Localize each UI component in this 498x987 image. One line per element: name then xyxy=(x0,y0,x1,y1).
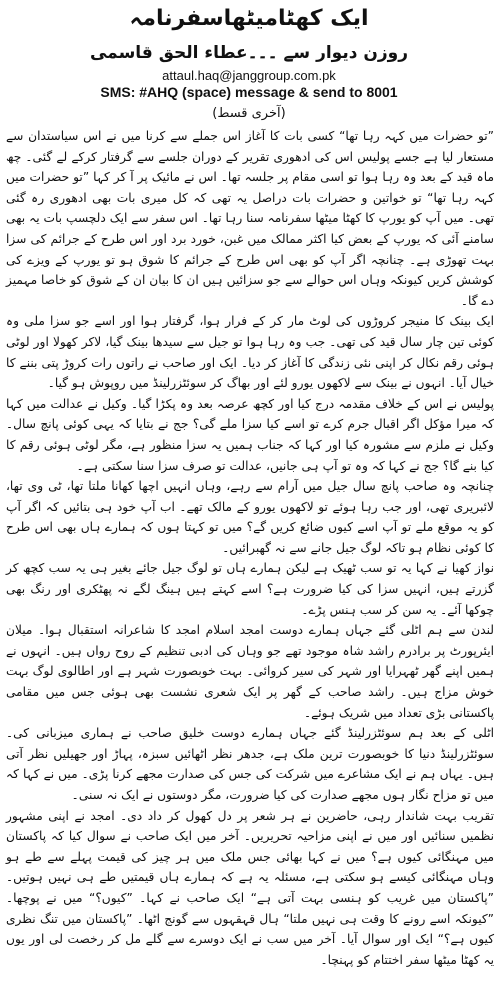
article-body xyxy=(0,126,498,970)
column-title: ایک کھٹامیٹھاسفرنامہ xyxy=(129,6,369,31)
column-byline: روزن دیوار سے ۔۔۔عطاء الحق قاسمی xyxy=(89,43,409,63)
paragraph: لندن سے ہم اٹلی گئے جہاں ہمارے دوست امجد اسلام امجد کا شاعرانہ استقبال ہوا۔ میلان ایئرپورٹ پر برادرم راشد شاہ موجود تھے جو وہاں کی ادبی تنظیم کے روح رواں ہیں۔ انہوں نے ہمیں اپنے گھر ٹھہرایا اور شہر کی سیر کروائی۔ بہت خوبصورت شہر ہے اور اطالوی لوگ بہت خوش مزاج ہیں۔ راشد صاحب کے گھر پر ایک شعری نشست بھی ہوئی جس میں مقامی پاکستانی بڑی تعداد میں شریک ہوئے۔ xyxy=(6,623,494,720)
paragraph: نواز کھیا نے کہا یہ تو سب ٹھیک ہے لیکن ہمارے ہاں تو لوگ جیل جائے بغیر ہی یہ سب کچھ کر گزرتے ہیں، انہیں سزا کی کیا ضرورت ہے؟ اسے کہتے ہیں ہینگ لگے نہ پھٹکری اور رنگ بھی چوکھا آئے۔ یہ سن کر سب ہنس پڑے۔ xyxy=(6,561,494,617)
paragraph: پولیس نے اس کے خلاف مقدمہ درج کیا اور کچھ عرصہ بعد وہ پکڑا گیا۔ وکیل نے عدالت میں کہا کہ میرا مؤکل اگر اقبال جرم کرے تو اسے کیا سزا ملے گی؟ جج نے بتایا کہ یہی کوئی پانچ سال۔ وکیل نے ملزم سے مشورہ کیا اور کہا کہ جناب ہمیں یہ سزا منظور ہے، مگر لوٹی ہوئی رقم کا کیا بنے گا؟ جج نے کہا کہ وہ تو آپ ہی جانیں، عدالت تو صرف سزا سنا سکتی ہے۔ xyxy=(6,396,494,473)
installment-label: (آخری قسط) xyxy=(212,106,286,121)
paragraph: ایک بینک کا منیجر کروڑوں کی لوٹ مار کر کے فرار ہوا، گرفتار ہوا اور اسے جو سزا ملی وہ کوئی تین چار سال قید کی تھی۔ جب وہ رہا ہوا تو جیل سے سیدھا بینک گیا، لاکر کھولا اور لوٹی ہوئی رقم نکال کر اپنی نئی زندگی کا آغاز کر دیا۔ ایک اور صاحب نے راتوں رات کروڑ پتی بننے کا خیال آیا۔ انہوں نے بینک سے لاکھوں یورو لئے اور بھاگ کر سوئٹزرلینڈ میں روپوش ہو گیا۔ xyxy=(6,314,494,391)
paragraph: ”تو حضرات میں کہہ رہا تھا“ کسی بات کا آغاز اس جملے سے کرنا میں نے اس سیاستدان سے مستعار لیا ہے جسے پولیس اس کی ادھوری تقریر کے دوران جلسے سے گرفتار کرکے لے گئی۔ چھ ماہ قید کے بعد وہ رہا ہوا تو اسی مقام پر جلسہ تھا۔ اس نے مائیک پر آ کر کہا ”تو حضرات میں کہہ رہا تھا“ تو خواتین و حضرات بات دراصل یہ تھی کہ کل میری بات بھی ادھوری رہ گئی تھی۔ میں آپ کو یورپ کا کھٹا میٹھا سفرنامہ سنا رہا تھا۔ اس سفر سے ایک دلچسپ بات یہ بھی سامنے آئی کہ یورپ کے بعض کیا اکثر ممالک میں غبن، خورد برد اور اس طرح کے جرائم کی سزا بہت تھوڑی ہے۔ چنانچہ اگر آپ کو بھی اس طرح کے جرائم کا شوق ہو تو یورپ کے ویزے کی کوشش کریں کیونکہ وہاں اس حوالے سے جو سزائیں ہیں ان کا بیان ان کے شوق کو خاصا مہمیز دے گا۔ xyxy=(6,129,494,308)
sms-instruction: SMS: #AHQ (space) message & send to 8001 xyxy=(100,84,398,100)
paragraph: تقریب بہت شاندار رہی، حاضرین نے ہر شعر پر دل کھول کر داد دی۔ امجد نے اپنی مشہور نظمیں سنائیں اور میں نے اپنی مزاحیہ تحریریں۔ آخر میں ایک صاحب نے سوال کیا کہ پاکستان میں مہنگائی کیوں ہے؟ میں نے کہا بھائی جس ملک میں ہر چیز کی قیمت پہلے سے طے ہو وہاں مہنگائی کیسے ہو سکتی ہے، مسئلہ یہ ہے کہ ہمارے ہاں قیمتیں طے ہی نہیں ہوتیں۔ ”پاکستان میں غریب کو ہنسی بہت آتی ہے“ ایک صاحب نے کہا۔ ”کیوں؟“ میں نے پوچھا۔ ”کیونکہ اسے رونے کا وقت ہی نہیں ملتا“ ہال قہقہوں سے گونج اٹھا۔ ”پاکستان میں تنگ نظری کیوں ہے؟“ ایک اور سوال آیا۔ آخر میں سب نے ایک دوسرے سے گلے مل کر رخصت لی اور یوں یہ کھٹا میٹھا سفر اختتام کو پہنچا۔ xyxy=(6,808,494,967)
author-email[interactable]: attaul.haq@janggroup.com.pk xyxy=(162,68,336,83)
paragraph: اٹلی کے بعد ہم سوئٹزرلینڈ گئے جہاں ہمارے دوست خلیق صاحب نے ہماری میزبانی کی۔ سوئٹزرلینڈ دنیا کا خوبصورت ترین ملک ہے، جدھر نظر اٹھائیں سبزہ، پہاڑ اور جھیلیں نظر آتی ہیں۔ یہاں ہم نے ایک مشاعرے میں شرکت کی جس کی صدارت مجھے کرنا پڑی۔ میں نے کہا کہ میں تو مزاح نگار ہوں مجھے صدارت کی کیا ضرورت، مگر دوستوں نے ایک نہ سنی۔ xyxy=(6,726,494,802)
paragraph: چنانچہ وہ صاحب پانچ سال جیل میں آرام سے رہے، وہاں انہیں اچھا کھانا ملتا تھا، ٹی وی تھا، لائبریری تھی، اور جب رہا ہوئے تو لاکھوں یورو کے مالک تھے۔ اب آپ خود ہی بتائیں کہ اگر آپ کو یہ موقع ملے تو آپ اسے کیوں ضائع کریں گے؟ میں تو کہتا ہوں کہ ہمارے ہاں بھی اس طرح کا کوئی نظام ہو تاکہ لوگ جیل جانے سے نہ گھبرائیں۔ xyxy=(6,479,494,555)
